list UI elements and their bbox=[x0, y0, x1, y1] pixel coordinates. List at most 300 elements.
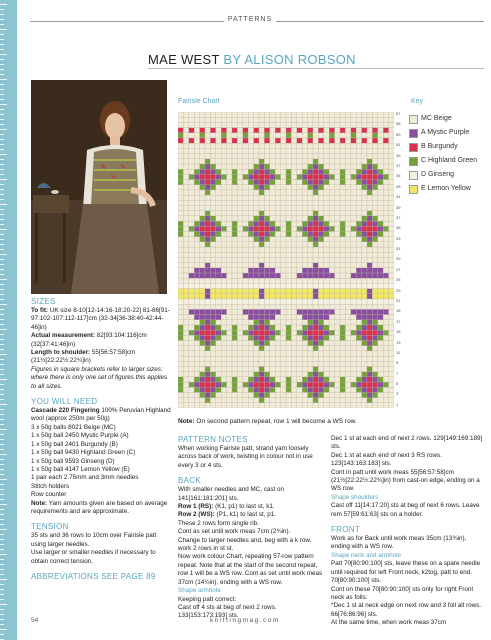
chart-cell bbox=[248, 242, 253, 247]
chart-cell bbox=[281, 159, 286, 164]
ruler-tick bbox=[0, 324, 4, 325]
chart-cell bbox=[189, 283, 194, 288]
chart-cell bbox=[383, 112, 388, 117]
chart-cell bbox=[389, 200, 394, 205]
chart-cell bbox=[248, 299, 253, 304]
chart-cell bbox=[237, 247, 242, 252]
chart-cell bbox=[324, 377, 329, 382]
chart-cell bbox=[210, 242, 215, 247]
chart-cell bbox=[372, 117, 377, 122]
chart-cell bbox=[275, 273, 280, 278]
chart-cell bbox=[383, 330, 388, 335]
chart-cell bbox=[275, 122, 280, 127]
chart-cell bbox=[324, 361, 329, 366]
chart-cell bbox=[221, 299, 226, 304]
chart-cell bbox=[313, 164, 318, 169]
ruler-tick bbox=[0, 549, 4, 550]
right-column bbox=[331, 435, 484, 628]
chart-cell bbox=[227, 133, 232, 138]
chart-cell bbox=[178, 216, 183, 221]
chart-cell bbox=[205, 403, 210, 408]
chart-cell bbox=[221, 304, 226, 309]
chart-cell bbox=[281, 398, 286, 403]
chart-cell bbox=[318, 185, 323, 190]
chart-cell bbox=[340, 351, 345, 356]
chart-cell bbox=[340, 159, 345, 164]
back-p5: Now work colour Chart, repeating 57-row pattern repeat. Note that at the start of the second repeat, row 1 will be a WS row. Cont as set until work meas 37cm (14½in), ending with a WS row. bbox=[178, 553, 323, 586]
chart-cell bbox=[189, 299, 194, 304]
chart-cell bbox=[297, 174, 302, 179]
chart-cell bbox=[335, 237, 340, 242]
chart-cell bbox=[378, 169, 383, 174]
chart-cell bbox=[227, 221, 232, 226]
colour-key bbox=[409, 114, 484, 198]
chart-cell bbox=[237, 299, 242, 304]
chart-cell bbox=[243, 335, 248, 340]
chart-cell bbox=[351, 268, 356, 273]
chart-cell bbox=[275, 356, 280, 361]
chart-cell bbox=[205, 190, 210, 195]
chart-cell bbox=[216, 216, 221, 221]
ruler-tick bbox=[0, 159, 4, 160]
chart-cell bbox=[194, 283, 199, 288]
ruler-tick bbox=[0, 94, 4, 95]
chart-cell bbox=[189, 247, 194, 252]
chart-cell bbox=[318, 164, 323, 169]
chart-cell bbox=[383, 273, 388, 278]
chart-cell bbox=[248, 366, 253, 371]
chart-cell bbox=[345, 257, 350, 262]
chart-cell bbox=[324, 263, 329, 268]
chart-cell bbox=[232, 200, 237, 205]
chart-cell bbox=[275, 309, 280, 314]
chart-cell bbox=[291, 169, 296, 174]
chart-cell bbox=[264, 382, 269, 387]
chart-cell bbox=[194, 294, 199, 299]
chart-cell bbox=[324, 195, 329, 200]
chart-cell bbox=[243, 377, 248, 382]
need-note-text: Yarn amounts given are based on average requirements and are approximate. bbox=[31, 499, 168, 515]
chart-cell bbox=[329, 159, 334, 164]
chart-cell bbox=[335, 335, 340, 340]
chart-cell bbox=[210, 237, 215, 242]
ruler-tick bbox=[0, 489, 4, 490]
chart-cell bbox=[286, 169, 291, 174]
chart-cell bbox=[221, 242, 226, 247]
ruler-tick bbox=[0, 4, 7, 5]
chart-cell bbox=[232, 325, 237, 330]
chart-cell bbox=[340, 283, 345, 288]
chart-cell bbox=[254, 221, 259, 226]
chart-cell bbox=[372, 283, 377, 288]
to-fit-value: UK size 8-10[12-14:16-18:20-22] 81-86[91-97:102-107:112-117]cm (32-34[36-38:40-42:44-46]in) bbox=[31, 307, 170, 331]
chart-cell bbox=[183, 237, 188, 242]
chart-cell bbox=[291, 361, 296, 366]
chart-cell bbox=[286, 195, 291, 200]
chart-cell bbox=[302, 128, 307, 133]
chart-cell bbox=[232, 247, 237, 252]
chart-cell bbox=[183, 200, 188, 205]
chart-cell bbox=[291, 237, 296, 242]
chart-cell bbox=[345, 294, 350, 299]
ruler-tick bbox=[0, 154, 7, 155]
chart-cell bbox=[216, 299, 221, 304]
chart-cell bbox=[200, 231, 205, 236]
chart-cell bbox=[254, 148, 259, 153]
chart-cell bbox=[183, 252, 188, 257]
chart-cell bbox=[329, 325, 334, 330]
chart-cell bbox=[232, 226, 237, 231]
chart-cell bbox=[178, 320, 183, 325]
chart-cell bbox=[205, 169, 210, 174]
chart-cell bbox=[329, 190, 334, 195]
chart-cell bbox=[194, 164, 199, 169]
chart-cell bbox=[286, 372, 291, 377]
chart-cell bbox=[232, 351, 237, 356]
chart-cell bbox=[243, 117, 248, 122]
chart-cell bbox=[313, 294, 318, 299]
chart-cell bbox=[259, 200, 264, 205]
chart-cell bbox=[383, 195, 388, 200]
chart-cell bbox=[178, 403, 183, 408]
chart-cell bbox=[183, 299, 188, 304]
chart-cell bbox=[362, 205, 367, 210]
chart-cell bbox=[329, 231, 334, 236]
chart-cell bbox=[270, 387, 275, 392]
chart-cell bbox=[367, 169, 372, 174]
chart-cell bbox=[389, 382, 394, 387]
chart-cell bbox=[383, 205, 388, 210]
chart-cell bbox=[345, 346, 350, 351]
chart-cell bbox=[313, 133, 318, 138]
header-rule-right bbox=[276, 21, 484, 22]
chart-cell bbox=[297, 257, 302, 262]
chart-cell bbox=[389, 226, 394, 231]
chart-cell bbox=[356, 356, 361, 361]
chart-cell bbox=[378, 278, 383, 283]
chart-cell bbox=[318, 231, 323, 236]
chart-cell bbox=[362, 122, 367, 127]
chart-cell bbox=[281, 315, 286, 320]
chart-cell bbox=[189, 340, 194, 345]
chart-cell bbox=[345, 366, 350, 371]
chart-cell bbox=[356, 143, 361, 148]
chart-cell bbox=[383, 382, 388, 387]
row-2-text: (P1, k1) to last st, p1. bbox=[214, 511, 276, 519]
chart-cell bbox=[275, 278, 280, 283]
chart-cell bbox=[200, 138, 205, 143]
chart-cell bbox=[340, 382, 345, 387]
chart-cell bbox=[205, 237, 210, 242]
chart-cell bbox=[281, 112, 286, 117]
chart-cell bbox=[183, 392, 188, 397]
chart-cell bbox=[248, 268, 253, 273]
chart-cell bbox=[340, 294, 345, 299]
chart-cell bbox=[297, 122, 302, 127]
chart-cell bbox=[227, 273, 232, 278]
chart-cell bbox=[297, 351, 302, 356]
chart-cell bbox=[302, 392, 307, 397]
chart-cell bbox=[216, 154, 221, 159]
chart-cell bbox=[227, 117, 232, 122]
chart-cell bbox=[281, 117, 286, 122]
ruler-tick bbox=[0, 124, 4, 125]
chart-cell bbox=[324, 289, 329, 294]
chart-cell bbox=[389, 164, 394, 169]
chart-cell bbox=[189, 366, 194, 371]
chart-cell bbox=[281, 273, 286, 278]
chart-cell bbox=[200, 164, 205, 169]
chart-cell bbox=[389, 190, 394, 195]
chart-cell bbox=[259, 372, 264, 377]
chart-cell bbox=[200, 226, 205, 231]
chart-cell bbox=[275, 164, 280, 169]
chart-cell bbox=[351, 283, 356, 288]
middle-column bbox=[178, 435, 324, 621]
chart-cell bbox=[200, 148, 205, 153]
chart-cell bbox=[297, 294, 302, 299]
chart-cell bbox=[189, 143, 194, 148]
chart-cell bbox=[275, 340, 280, 345]
chart-cell bbox=[345, 226, 350, 231]
col3-p6: Patt 70[80:90:100] sts, leave these on a spare needle until required for left Front neck, k2tog, patt to end. 70[80:90:100] sts. bbox=[331, 560, 481, 585]
chart-cell bbox=[297, 398, 302, 403]
chart-cell bbox=[194, 299, 199, 304]
chart-cell bbox=[297, 273, 302, 278]
chart-cell bbox=[281, 299, 286, 304]
chart-cell bbox=[210, 268, 215, 273]
chart-cell bbox=[372, 361, 377, 366]
chart-cell bbox=[194, 216, 199, 221]
chart-cell bbox=[351, 330, 356, 335]
chart-cell bbox=[259, 294, 264, 299]
chart-cell bbox=[189, 237, 194, 242]
chart-cell bbox=[351, 185, 356, 190]
ruler-tick bbox=[0, 364, 4, 365]
chart-cell bbox=[216, 356, 221, 361]
chart-cell bbox=[281, 174, 286, 179]
chart-cell bbox=[205, 216, 210, 221]
chart-cell bbox=[356, 122, 361, 127]
chart-cell bbox=[259, 382, 264, 387]
chart-cell bbox=[227, 211, 232, 216]
chart-cell bbox=[335, 387, 340, 392]
chart-cell bbox=[232, 309, 237, 314]
chart-cell bbox=[243, 247, 248, 252]
chart-title: Fairisle Chart bbox=[178, 98, 220, 105]
chart-cell bbox=[286, 242, 291, 247]
chart-cell bbox=[237, 216, 242, 221]
chart-cell bbox=[340, 330, 345, 335]
chart-cell bbox=[237, 309, 242, 314]
sizes-to-fit bbox=[31, 307, 173, 332]
chart-cell bbox=[194, 226, 199, 231]
chart-cell bbox=[297, 226, 302, 231]
row-number: 45 bbox=[396, 173, 401, 179]
chart-cell bbox=[291, 252, 296, 257]
chart-cell bbox=[324, 148, 329, 153]
ruler-tick bbox=[0, 284, 4, 285]
col3-p4: Cast off 11[14:17:20] sts at beg of next 6 rows. Leave rem 57[59:61:63] sts on a holder. bbox=[331, 502, 480, 518]
chart-cell bbox=[194, 392, 199, 397]
chart-cell bbox=[281, 361, 286, 366]
chart-cell bbox=[259, 148, 264, 153]
chart-cell bbox=[340, 398, 345, 403]
chart-cell bbox=[389, 128, 394, 133]
chart-cell bbox=[302, 278, 307, 283]
to-fit-label: To fit: bbox=[31, 307, 49, 314]
chart-cell bbox=[378, 299, 383, 304]
chart-cell bbox=[378, 174, 383, 179]
chart-cell bbox=[183, 174, 188, 179]
chart-cell bbox=[318, 237, 323, 242]
chart-cell bbox=[362, 294, 367, 299]
chart-cell bbox=[227, 268, 232, 273]
need-item: 1 x 50g ball 2401 Burgundy (B) bbox=[31, 440, 118, 448]
chart-cell bbox=[383, 351, 388, 356]
chart-cell bbox=[221, 164, 226, 169]
chart-cell bbox=[200, 117, 205, 122]
chart-cell bbox=[302, 133, 307, 138]
chart-cell bbox=[210, 278, 215, 283]
chart-cell bbox=[178, 372, 183, 377]
chart-cell bbox=[259, 180, 264, 185]
chart-cell bbox=[281, 289, 286, 294]
chart-cell bbox=[178, 226, 183, 231]
chart-cell bbox=[205, 185, 210, 190]
chart-cell bbox=[254, 205, 259, 210]
chart-cell bbox=[362, 346, 367, 351]
chart-cell bbox=[232, 283, 237, 288]
chart-cell bbox=[302, 148, 307, 153]
tension-text: 35 sts and 36 rows to 10cm over Fairisle patt using larger needles. bbox=[31, 532, 157, 548]
chart-cell bbox=[221, 403, 226, 408]
chart-cell bbox=[329, 169, 334, 174]
chart-cell bbox=[248, 278, 253, 283]
chart-cell bbox=[362, 335, 367, 340]
chart-cell bbox=[318, 346, 323, 351]
chart-cell bbox=[372, 221, 377, 226]
chart-cell bbox=[318, 169, 323, 174]
chart-cell bbox=[248, 309, 253, 314]
chart-cell bbox=[216, 346, 221, 351]
chart-cell bbox=[313, 268, 318, 273]
chart-cell bbox=[237, 257, 242, 262]
chart-cell bbox=[345, 143, 350, 148]
chart-cell bbox=[383, 211, 388, 216]
chart-cell bbox=[178, 221, 183, 226]
chart-cell bbox=[194, 180, 199, 185]
chart-cell bbox=[324, 325, 329, 330]
chart-cell bbox=[372, 180, 377, 185]
chart-cell bbox=[264, 356, 269, 361]
chart-cell bbox=[194, 304, 199, 309]
chart-cell bbox=[243, 325, 248, 330]
chart-cell bbox=[308, 117, 313, 122]
chart-cell bbox=[243, 320, 248, 325]
chart-cell bbox=[205, 231, 210, 236]
chart-cell bbox=[340, 325, 345, 330]
chart-cell bbox=[216, 315, 221, 320]
row-number: 27 bbox=[396, 266, 401, 272]
chart-cell bbox=[345, 180, 350, 185]
chart-cell bbox=[194, 247, 199, 252]
chart-cell bbox=[372, 382, 377, 387]
chart-cell bbox=[313, 221, 318, 226]
chart-cell bbox=[378, 315, 383, 320]
ruler-tick bbox=[0, 224, 4, 225]
chart-cell bbox=[221, 226, 226, 231]
chart-cell bbox=[286, 247, 291, 252]
chart-cell bbox=[210, 325, 215, 330]
chart-cell bbox=[383, 299, 388, 304]
chart-cell bbox=[313, 351, 318, 356]
chart-cell bbox=[324, 205, 329, 210]
chart-cell bbox=[194, 122, 199, 127]
chart-cell bbox=[248, 403, 253, 408]
chart-cell bbox=[389, 304, 394, 309]
chart-cell bbox=[362, 242, 367, 247]
row-number: 49 bbox=[396, 152, 401, 158]
chart-cell bbox=[291, 211, 296, 216]
chart-cell bbox=[216, 231, 221, 236]
chart-cell bbox=[210, 122, 215, 127]
chart-cell bbox=[372, 211, 377, 216]
chart-cell bbox=[308, 377, 313, 382]
chart-cell bbox=[302, 289, 307, 294]
chart-cell bbox=[178, 159, 183, 164]
chart-cell bbox=[237, 221, 242, 226]
chart-cell bbox=[362, 200, 367, 205]
chart-cell bbox=[329, 356, 334, 361]
chart-cell bbox=[367, 351, 372, 356]
chart-cell bbox=[248, 190, 253, 195]
chart-cell bbox=[200, 221, 205, 226]
need-item: 1 x 50g ball 4147 Lemon Yellow (E) bbox=[31, 465, 130, 473]
chart-cell bbox=[302, 205, 307, 210]
chart-cell bbox=[227, 231, 232, 236]
chart-cell bbox=[356, 211, 361, 216]
chart-cell bbox=[216, 169, 221, 174]
chart-cell bbox=[281, 138, 286, 143]
chart-cell bbox=[324, 185, 329, 190]
chart-cell bbox=[372, 320, 377, 325]
chart-cell bbox=[270, 221, 275, 226]
chart-cell bbox=[275, 226, 280, 231]
chart-cell bbox=[205, 148, 210, 153]
chart-cell bbox=[308, 309, 313, 314]
chart-cell bbox=[248, 185, 253, 190]
chart-cell bbox=[275, 283, 280, 288]
ruler-tick bbox=[0, 179, 7, 180]
chart-cell bbox=[189, 169, 194, 174]
chart-cell bbox=[372, 340, 377, 345]
chart-cell bbox=[281, 263, 286, 268]
chart-cell bbox=[178, 247, 183, 252]
chart-cell bbox=[356, 268, 361, 273]
chart-cell bbox=[232, 273, 237, 278]
chart-cell bbox=[367, 289, 372, 294]
chart-cell bbox=[324, 237, 329, 242]
chart-cell bbox=[194, 143, 199, 148]
chart-cell bbox=[335, 185, 340, 190]
chart-cell bbox=[216, 273, 221, 278]
chart-cell bbox=[335, 148, 340, 153]
chart-cell bbox=[189, 221, 194, 226]
chart-cell bbox=[205, 221, 210, 226]
chart-cell bbox=[351, 242, 356, 247]
chart-cell bbox=[275, 237, 280, 242]
